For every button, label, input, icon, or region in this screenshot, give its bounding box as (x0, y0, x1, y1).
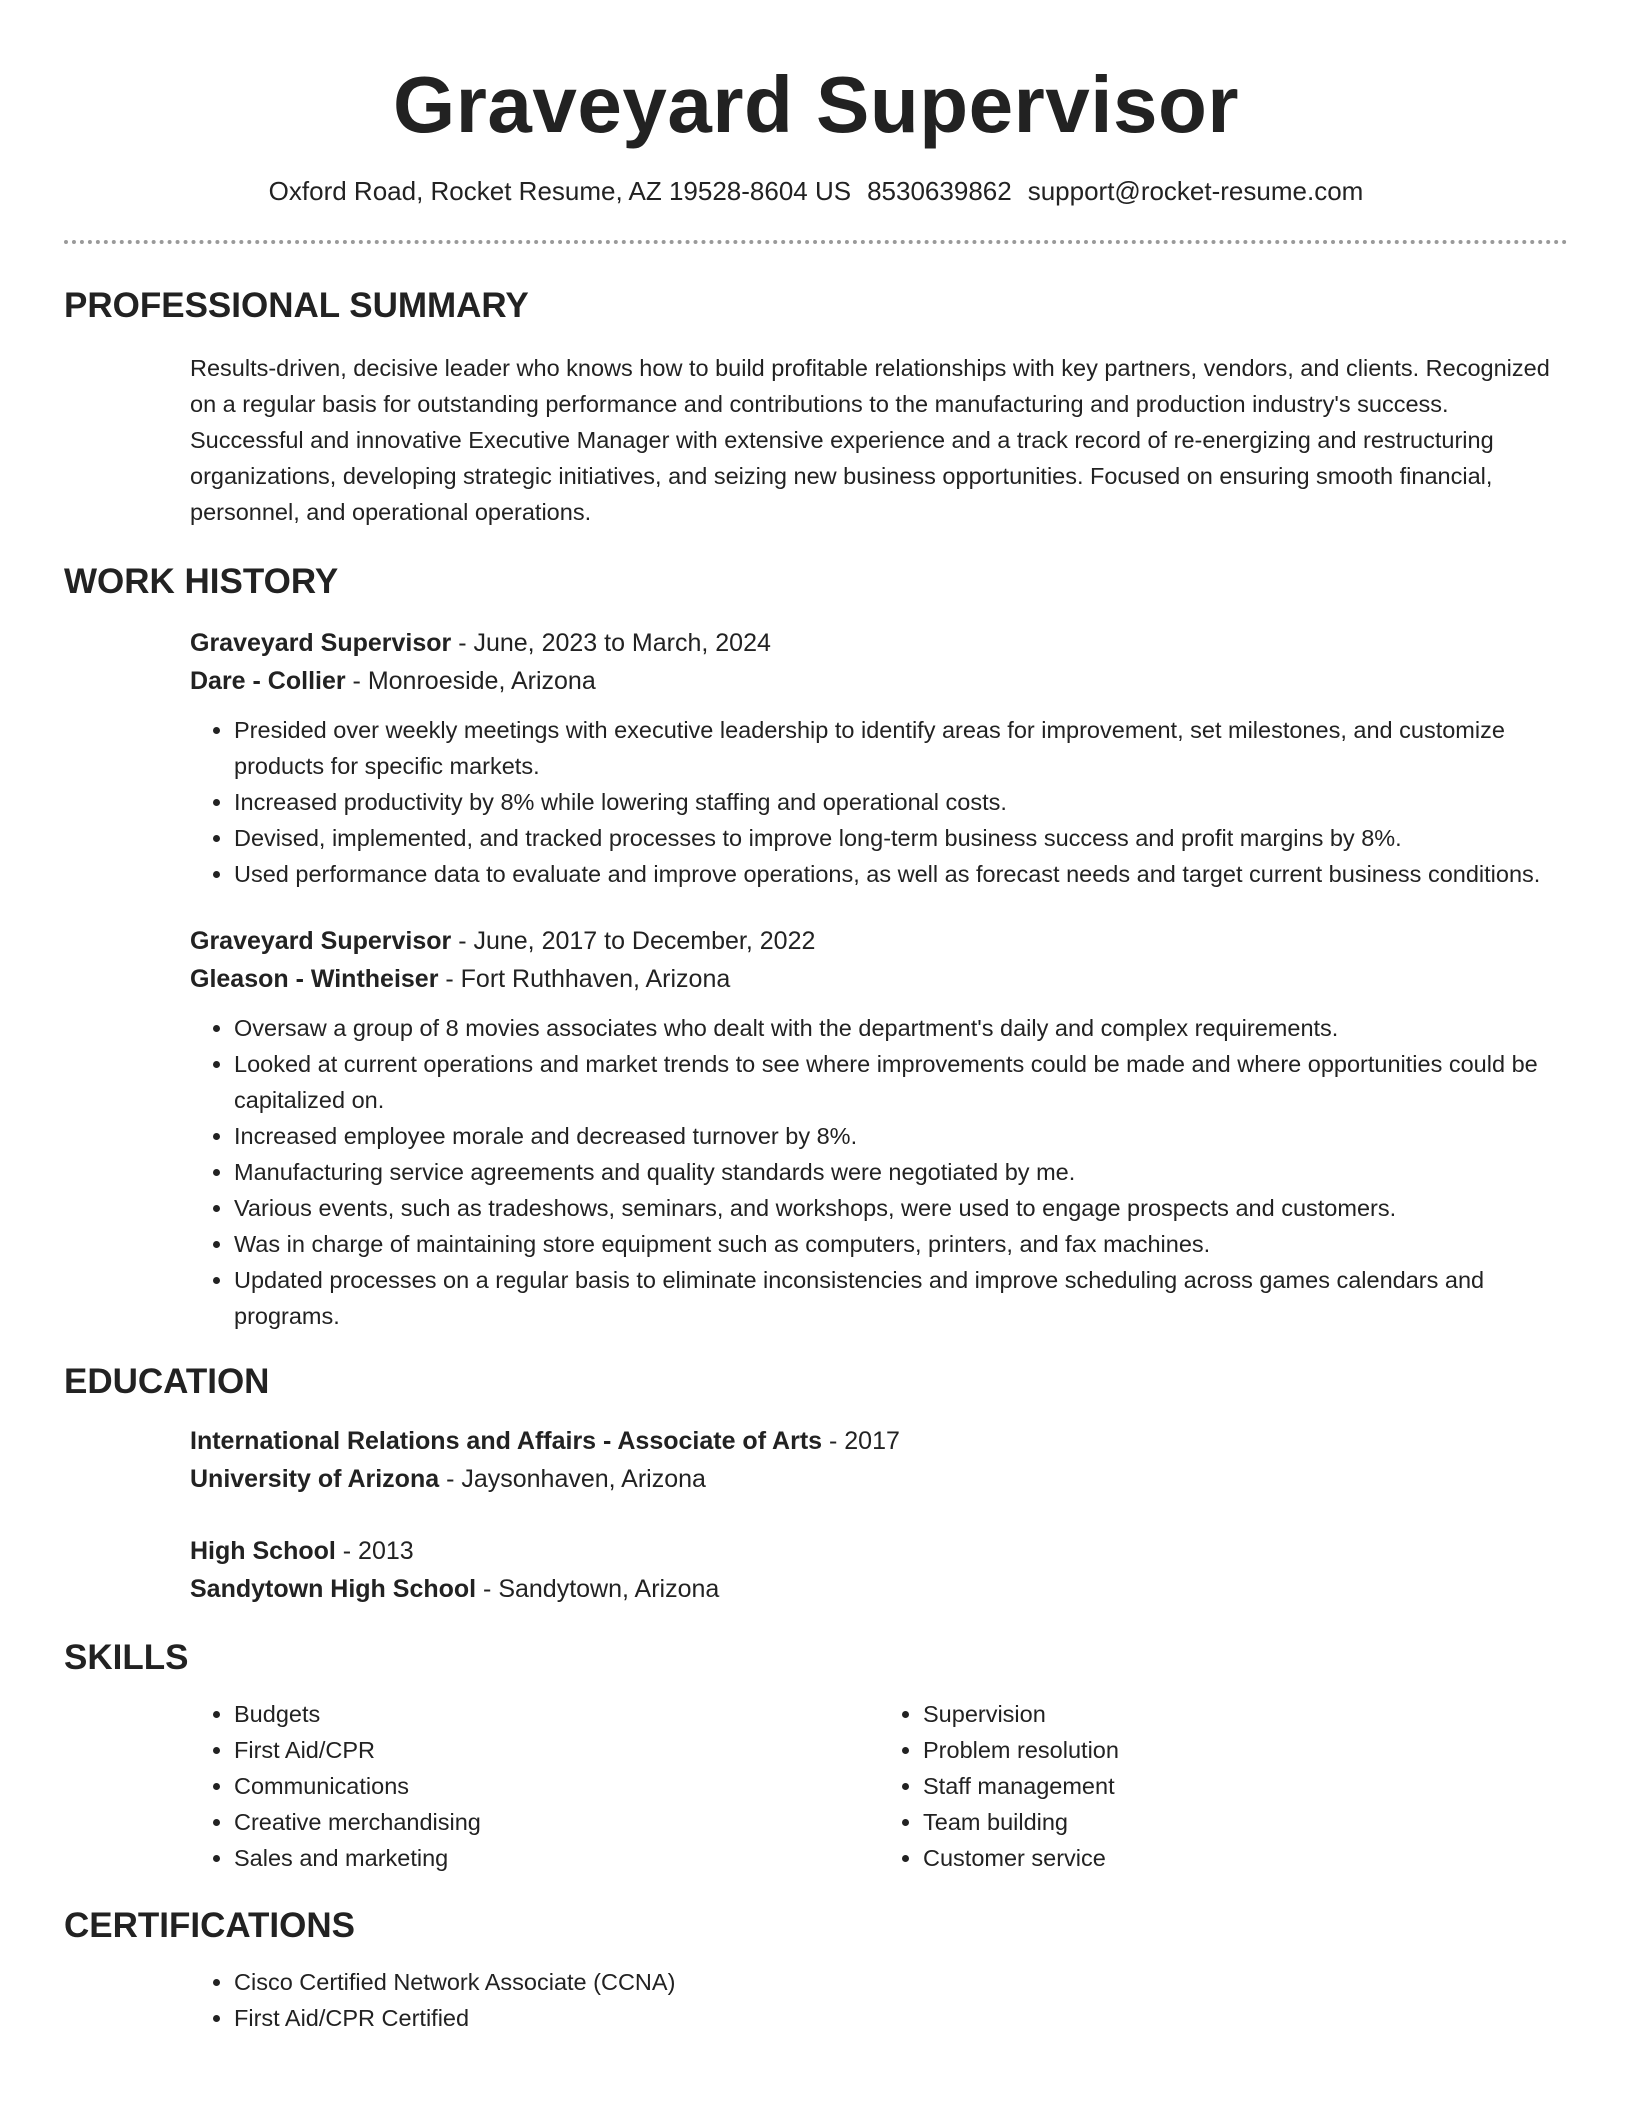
job-bullets (190, 712, 1568, 892)
job-entry (190, 624, 1568, 700)
education-year: - 2013 (335, 1537, 414, 1565)
job-bullet: • Presided over weekly meetings with executive leadership to identify areas for improvement, set milestones, and customize products for specific markets. (234, 712, 1568, 784)
education-degree-line (190, 1422, 1568, 1460)
job-company-line (190, 960, 1568, 998)
job-title: Graveyard Supervisor (190, 927, 452, 955)
job-bullet: • Oversaw a group of 8 movies associates who dealt with the department's daily and complex requirements. (234, 1010, 1568, 1046)
skills-column-right (879, 1696, 1568, 1876)
job-bullet: • Was in charge of maintaining store equipment such as computers, printers, and fax machines. (234, 1226, 1568, 1262)
candidate-name: Graveyard Supervisor (393, 60, 1239, 149)
job-location: - Monroeside, Arizona (345, 667, 596, 695)
skill-item: • Staff management (923, 1768, 1568, 1804)
job-entry (190, 922, 1568, 998)
education-degree: High School (190, 1537, 336, 1565)
job-bullet: • Updated processes on a regular basis to eliminate inconsistencies and improve scheduling across games calendars and programs. (234, 1262, 1568, 1334)
education-location: - Jaysonhaven, Arizona (439, 1465, 706, 1493)
education-entry (190, 1422, 1568, 1498)
job-bullet: • Devised, implemented, and tracked processes to improve long-term business success and profit margins by 8%. (234, 820, 1568, 856)
skill-item: • Customer service (923, 1840, 1568, 1876)
section-title-skills: SKILLS (64, 1638, 189, 1677)
contact-line (64, 174, 1568, 208)
skills-grid (190, 1696, 1568, 1876)
job-company: Dare - Collier (190, 667, 346, 695)
education-degree-line (190, 1532, 1568, 1570)
skill-item: • Budgets (234, 1696, 879, 1732)
skills-column-left (190, 1696, 879, 1876)
skill-item: • Supervision (923, 1696, 1568, 1732)
education-degree: International Relations and Affairs - Associate of Arts (190, 1427, 823, 1455)
skill-item: • Problem resolution (923, 1732, 1568, 1768)
section-title-work-history: WORK HISTORY (64, 562, 339, 601)
education-school: Sandytown High School (190, 1575, 477, 1603)
contact-phone: 8530639862 (867, 176, 1012, 206)
job-title: Graveyard Supervisor (190, 629, 452, 657)
contact-email: support@rocket-resume.com (1027, 176, 1364, 206)
job-bullet: • Manufacturing service agreements and quality standards were negotiated by me. (234, 1154, 1568, 1190)
job-bullet: • Increased employee morale and decreased turnover by 8%. (234, 1118, 1568, 1154)
education-year: - 2017 (822, 1427, 900, 1455)
section-title-education: EDUCATION (64, 1362, 270, 1401)
section-title-summary: PROFESSIONAL SUMMARY (64, 286, 529, 325)
skill-item: • First Aid/CPR (234, 1732, 879, 1768)
certification-list (190, 1964, 1568, 2036)
summary-text: Results-driven, decisive leader who knows how to build profitable relationships with key partners, vendors, and clients. Recognized on a regular basis for outstanding performance and contributions to the manufacturing and production industry's success. Successful and innovative Executive Manager with extensive experience and a track record of re-energizing and restructuring organizations, developing strategic initiatives, and seizing new business opportunities. Focused on ensuring smooth financial, personnel, and operational operations. (190, 355, 1550, 525)
job-bullet: • Used performance data to evaluate and improve operations, as well as forecast needs and target current business conditions. (234, 856, 1568, 892)
skill-item: • Sales and marketing (234, 1840, 879, 1876)
job-bullet: • Increased productivity by 8% while lowering staffing and operational costs. (234, 784, 1568, 820)
education-entry (190, 1532, 1568, 1608)
certification-item: • Cisco Certified Network Associate (CCNA) (234, 1964, 1568, 2000)
section-title-certifications: CERTIFICATIONS (64, 1906, 356, 1945)
job-location: - Fort Ruthhaven, Arizona (438, 965, 731, 993)
job-title-line (190, 624, 1568, 662)
skill-item: • Creative merchandising (234, 1804, 879, 1840)
education-school-line (190, 1460, 1568, 1498)
education-school-line (190, 1570, 1568, 1608)
contact-address: Oxford Road, Rocket Resume, AZ 19528-8604 US (268, 176, 852, 206)
job-title-line (190, 922, 1568, 960)
education-location: - Sandytown, Arizona (476, 1575, 720, 1603)
job-dates: - June, 2023 to March, 2024 (451, 629, 771, 657)
header-divider (64, 240, 1568, 244)
job-bullet: • Looked at current operations and market trends to see where improvements could be made and where opportunities could be capitalized on. (234, 1046, 1568, 1118)
job-bullet: • Various events, such as tradeshows, seminars, and workshops, were used to engage prospects and customers. (234, 1190, 1568, 1226)
skill-item: • Communications (234, 1768, 879, 1804)
education-school: University of Arizona (190, 1465, 440, 1493)
job-company: Gleason - Wintheiser (190, 965, 439, 993)
job-company-line (190, 662, 1568, 700)
skill-item: • Team building (923, 1804, 1568, 1840)
certification-item: • First Aid/CPR Certified (234, 2000, 1568, 2036)
job-dates: - June, 2017 to December, 2022 (451, 927, 816, 955)
job-bullets (190, 1010, 1568, 1334)
